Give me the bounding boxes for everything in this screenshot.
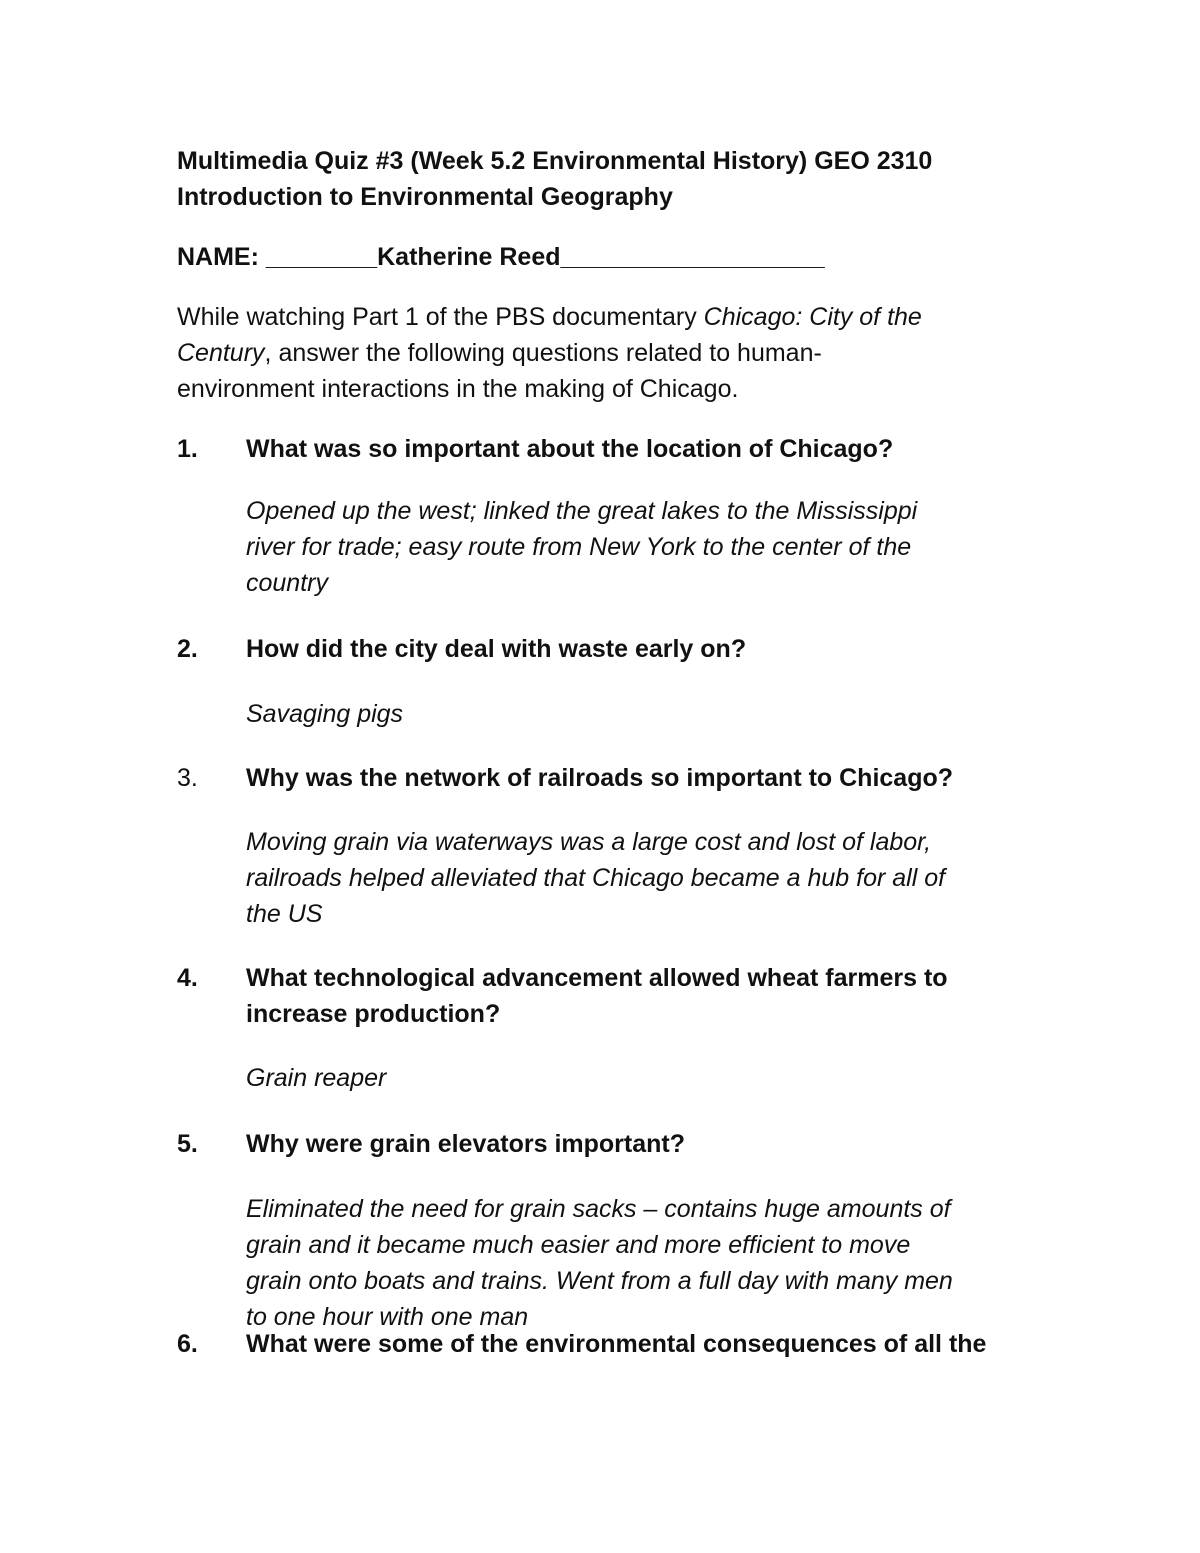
- answer-text: river for trade; easy route from New York to the center of the: [246, 533, 912, 561]
- question-text: What were some of the environmental consequences of all the: [246, 1330, 987, 1358]
- name-trailing-underline: ___________________: [560, 243, 825, 271]
- answer-text: grain onto boats and trains. Went from a full day with many men: [246, 1267, 953, 1295]
- question-text: What technological advancement allowed wheat farmers to: [246, 964, 948, 992]
- quiz-title-line-2: Introduction to Environmental Geography: [177, 183, 673, 211]
- question-number: 1.: [177, 435, 198, 463]
- intro-line-2: [177, 335, 822, 371]
- answer-text: Grain reaper: [246, 1064, 387, 1092]
- quiz-title-line-1: Multimedia Quiz #3 (Week 5.2 Environmental History) GEO 2310: [177, 147, 933, 175]
- question-number: 6.: [177, 1330, 198, 1358]
- intro-line-3: environment interactions in the making of Chicago.: [177, 375, 739, 403]
- answer-text: grain and it became much easier and more efficient to move: [246, 1231, 911, 1259]
- question-text: How did the city deal with waste early on?: [246, 635, 747, 663]
- name-label: NAME: ________: [177, 243, 378, 271]
- question-text: What was so important about the location of Chicago?: [246, 435, 894, 463]
- answer-text: railroads helped alleviated that Chicago became a hub for all of: [246, 864, 946, 892]
- intro-line-1: [177, 299, 922, 335]
- question-text: Why was the network of railroads so important to Chicago?: [246, 764, 954, 792]
- documentary-title-cont: Century: [177, 339, 265, 367]
- name-line: [177, 239, 825, 275]
- question-text: increase production?: [246, 1000, 501, 1028]
- name-value: Katherine Reed: [377, 243, 561, 271]
- answer-text: Eliminated the need for grain sacks – contains huge amounts of: [246, 1195, 951, 1223]
- answer-text: to one hour with one man: [246, 1303, 529, 1331]
- intro-text: , answer the following questions related to human-: [264, 339, 822, 367]
- answer-text: Savaging pigs: [246, 700, 404, 728]
- answer-text: Opened up the west; linked the great lakes to the Mississippi: [246, 497, 918, 525]
- question-number: 3.: [177, 764, 198, 792]
- intro-text: While watching Part 1 of the PBS documentary: [177, 303, 704, 331]
- question-number: 2.: [177, 635, 198, 663]
- question-number: 4.: [177, 964, 198, 992]
- answer-text: the US: [246, 900, 323, 928]
- question-number: 5.: [177, 1130, 198, 1158]
- documentary-title: Chicago: City of the: [703, 303, 922, 331]
- answer-text: country: [246, 569, 328, 597]
- question-text: Why were grain elevators important?: [246, 1130, 685, 1158]
- answer-text: Moving grain via waterways was a large cost and lost of labor,: [246, 828, 932, 856]
